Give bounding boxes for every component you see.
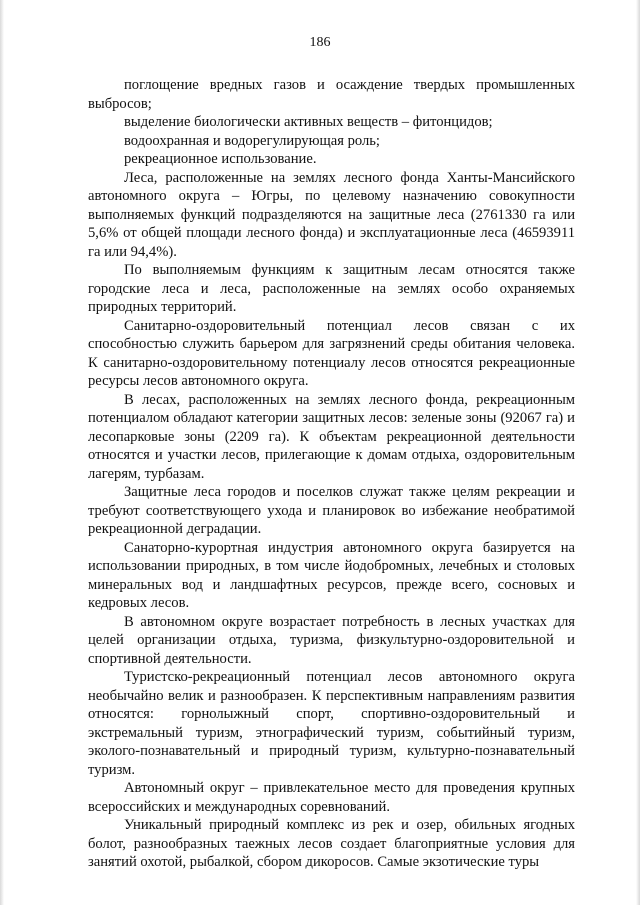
paragraph: По выполняемым функциям к защитным лесам относятся также городские леса и леса, расположенные на землях особо охраняемых природных территорий. (88, 262, 575, 315)
paragraph: Уникальный природный комплекс из рек и озер, обильных ягодных болот, разнообразных таежных лесов создает благоприятные условия для занятий охотой, рыбалкой, сбором дикоросов. Самые экзотические туры (88, 817, 575, 870)
paragraph: Санитарно-оздоровительный потенциал лесов связан с их способностью служить барьером для загрязнений среды обитания человека. К санитарно-оздоровительному потенциалу лесов относятся рекреационные ресурсы лесов автономного округа. (88, 317, 575, 389)
paragraph: В автономном округе возрастает потребность в лесных участках для целей организации отдыха, туризма, физкультурно-оздоровительной и спортивной деятельности. (88, 613, 575, 667)
paragraph: В лесах, расположенных на землях лесного фонда, рекреационным потенциалом обладают категории защитных лесов: зеленые зоны (92067 га) и лесопарковые зоны (2209 га). К объектам рекреационной деятельности относятся и участки лесов, прилегающие к домам отдыха, оздоровительным лагерям, турбазам. (88, 391, 575, 482)
paragraph: поглощение вредных газов и осаждение твердых промышленных выбросов; (88, 77, 575, 112)
scan-edge-left (0, 0, 4, 905)
paragraph: водоохранная и водорегулирующая роль; (124, 132, 380, 149)
paragraph: Туристско-рекреационный потенциал лесов автономного округа необычайно велик и разнообразен. К перспективным направлениям развития относятся: горнолыжный спорт, спортивно-оздоровительный и экстремальный туризм, этнографический туризм, событийный туризм, эколого-познавательный и природный туризм, культурно-познавательный туризм. (88, 669, 575, 778)
document-body (88, 76, 575, 872)
paragraph: Санаторно-курортная индустрия автономного округа базируется на использовании природных, в том числе йодобромных, лечебных и столовых минеральных вод и ландшафтных ресурсов, прежде всего, сосновых и кедровых лесов. (88, 539, 575, 611)
paragraph: Защитные леса городов и поселков служат также целям рекреации и требуют соответствующего ухода и планировок во избежание необратимой рекреационной деградации. (88, 484, 575, 537)
paragraph: выделение биологически активных веществ – фитонцидов; (124, 114, 493, 130)
scan-edge-right (636, 0, 640, 905)
paragraph: Леса, расположенные на землях лесного фонда Ханты-Мансийского автономного округа – Югры, по целевому назначению совокупности выполняемых функций подразделяются на защитные леса (2761330 га или 5,6% от общей площади лесного фонда) и эксплуатационные леса (46593911 га или 94,4%). (88, 169, 575, 260)
paragraph: Автономный округ – привлекательное место для проведения крупных всероссийских и международных соревнований. (88, 780, 575, 815)
page-number: 186 (309, 35, 331, 50)
paragraph: рекреационное использование. (124, 151, 317, 167)
